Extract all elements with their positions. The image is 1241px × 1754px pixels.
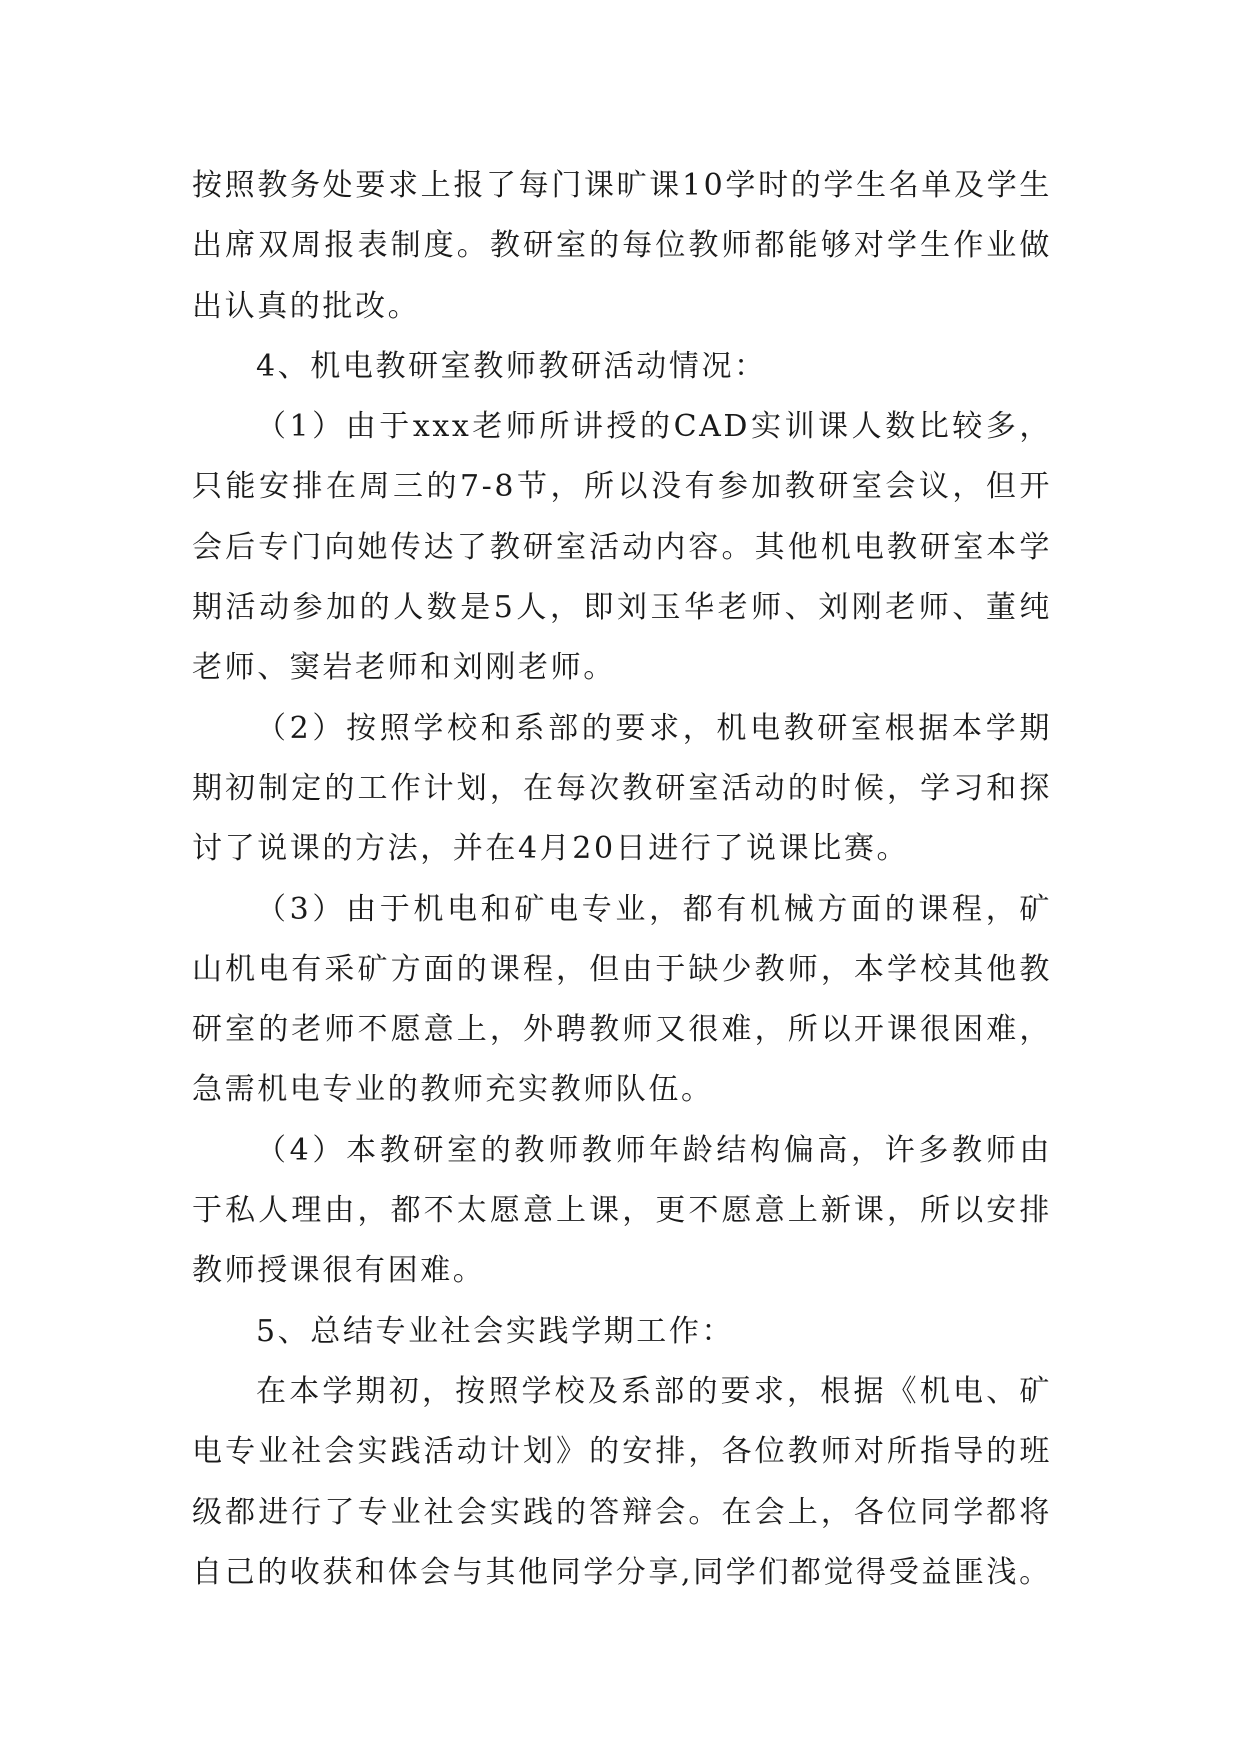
paragraph-item-3: （3）由于机电和矿电专业，都有机械方面的课程，矿山机电有采矿方面的课程，但由于缺少教师，本学校其他教研室的老师不愿意上，外聘教师又很难，所以开课很困难，急需机电专业的教师充实教师队伍。	[192, 891, 1052, 1108]
paragraph-item-1: （1）由于xxx老师所讲授的CAD实训课人数比较多，只能安排在周三的7-8节，所以没有参加教研室会议，但开会后专门向她传达了教研室活动内容。其他机电教研室本学期活动参加的人数是5人，即刘玉华老师、刘刚老师、董纯老师、窦岩老师和刘刚老师。	[192, 409, 1052, 686]
paragraph-practice-summary: 在本学期初，按照学校及系部的要求，根据《机电、矿电专业社会实践活动计划》的安排，各位教师对所指导的班级都进行了专业社会实践的答辩会。在会上，各位同学都将自己的收获和体会与其他同学分享,同学们都觉得受益匪浅。	[192, 1373, 1052, 1590]
paragraph-heading-5: 5、总结专业社会实践学期工作：	[256, 1313, 735, 1349]
paragraph-item-4: （4）本教研室的教师教师年龄结构偏高，许多教师由于私人理由，都不太愿意上课，更不愿意上新课，所以安排教师授课很有困难。	[192, 1132, 1052, 1289]
document-body	[192, 156, 1052, 1603]
paragraph-item-2: （2）按照学校和系部的要求，机电教研室根据本学期期初制定的工作计划，在每次教研室活动的时候，学习和探讨了说课的方法，并在4月20日进行了说课比赛。	[192, 710, 1052, 867]
paragraph-heading-4: 4、机电教研室教师教研活动情况：	[256, 348, 767, 384]
paragraph-continuation: 按照教务处要求上报了每门课旷课10学时的学生名单及学生出席双周报表制度。教研室的每位教师都能够对学生作业做出认真的批改。	[192, 168, 1052, 324]
